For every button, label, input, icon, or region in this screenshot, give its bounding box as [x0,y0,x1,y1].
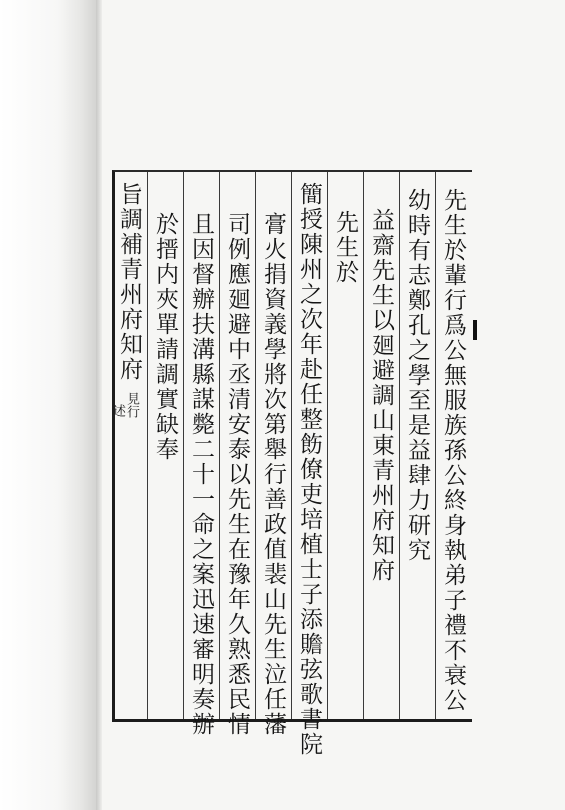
column-rule [291,172,292,719]
annotation-jianxing: 見行 [124,392,139,418]
column-rule [399,172,400,719]
page-fold [96,0,102,810]
text-column-1: 先生於輩行爲公無服族孫公終身執弟子禮不衰公 [440,188,466,713]
column-rule [219,172,220,719]
text-column-10: 旨調補青州府知府 [116,182,142,382]
spine-shadow [0,0,96,810]
column-rule [147,172,148,719]
text-column-3: 益齋先生以廻避調山東青州府知府 [368,208,394,583]
text-column-4: 先生於 [332,210,358,285]
column-rule [183,172,184,719]
column-rule [327,172,328,719]
text-column-6: 膏火捐資義學將次第舉行善政值裴山先生泣任藩 [260,212,286,737]
column-rule [435,172,436,719]
text-column-2: 幼時有志鄭孔之學至是益肆力研究 [404,188,430,563]
text-column-8: 且因督辦扶溝縣謀斃二十一命之案迅速審明奏辦 [188,212,214,737]
text-column-7: 司例應廻避中丞清安泰以先生在豫年久熟悉民情 [224,212,250,737]
column-rule [363,172,364,719]
annotation-shu: 述 [110,404,125,417]
column-rule [255,172,256,719]
edge-mark [473,320,477,340]
text-column-5: 簡授陳州之次年赴任整飭僚吏培植士子添贍弦歌書院 [296,182,322,757]
text-column-9: 於搢内夾單請調實缺奉 [152,212,178,462]
